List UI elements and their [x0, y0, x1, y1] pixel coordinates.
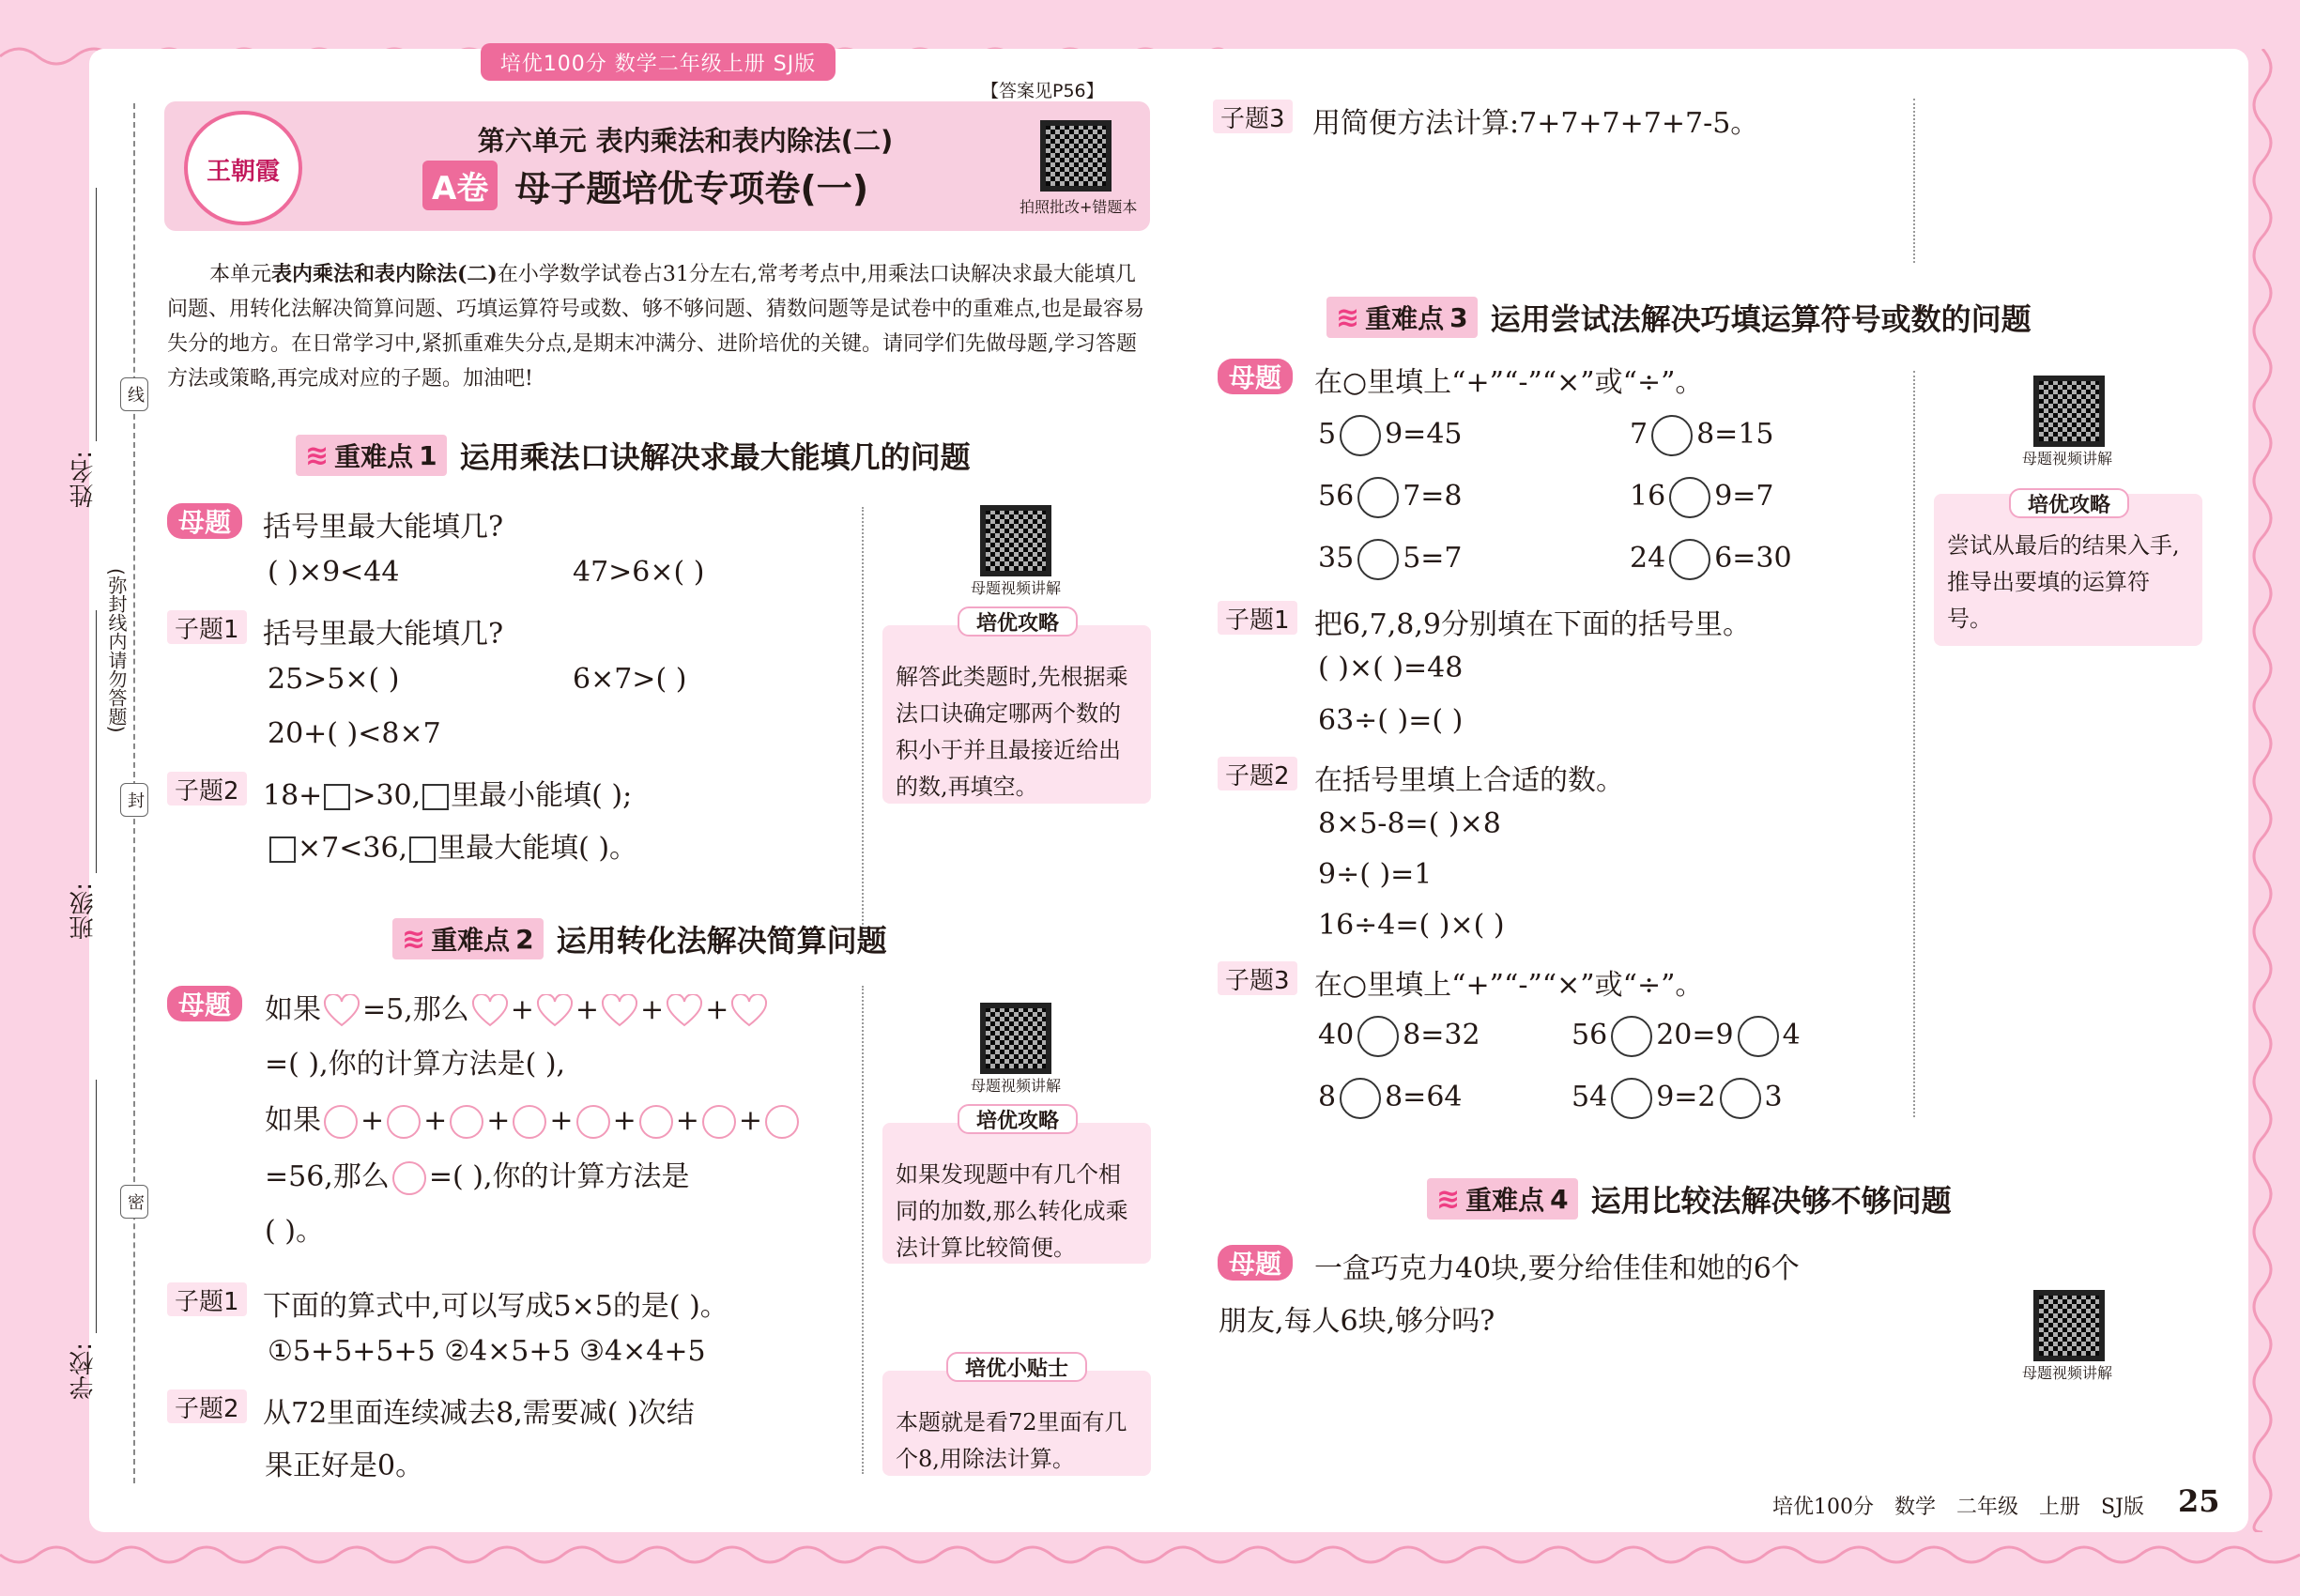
heart-icon — [730, 994, 768, 1028]
school-label: 学校: — [69, 1343, 98, 1400]
child-question-2-badge: 子题2 — [1218, 757, 1297, 790]
blank-circle-icon — [1357, 1016, 1399, 1057]
kp2-m-line4b: =( ),你的计算方法是 — [428, 1160, 690, 1193]
blank-circle-icon — [1357, 477, 1399, 518]
kp1-tip-heading: 培优攻略 — [958, 606, 1078, 637]
intro-paragraph — [167, 257, 1153, 396]
kp3-child1-item-1: ( )×( )=48 — [1318, 652, 1464, 684]
answer-reference: 【答案见P56】 — [981, 81, 1104, 101]
operand: 16 — [1630, 480, 1666, 513]
kp2-tip-heading: 培优攻略 — [958, 1104, 1078, 1134]
qr-code-icon[interactable] — [1040, 120, 1112, 192]
operand: 24 — [1630, 542, 1666, 575]
school-write-line — [96, 1080, 97, 1333]
smiley-icon — [392, 1161, 426, 1195]
secret-mark: 密 — [120, 1185, 148, 1219]
intro-prefix: 本单元 — [209, 263, 272, 286]
kp4-mother-line-2: 朋友,每人6块,够分吗? — [1219, 1305, 1495, 1338]
blank-square-icon — [422, 784, 449, 810]
key-point-number: 2 — [515, 923, 534, 955]
paper-title-row — [422, 160, 868, 211]
operand: 8=32 — [1403, 1019, 1480, 1051]
blank-square-icon — [324, 784, 350, 810]
kp2-child2-line-2: 果正好是0。 — [265, 1450, 424, 1482]
operand: 6=30 — [1714, 542, 1792, 575]
name-label: 姓名: — [69, 451, 98, 508]
key-point-number: 3 — [1449, 301, 1468, 333]
column-divider — [862, 507, 864, 939]
mother-question-badge: 母题 — [1218, 1245, 1293, 1281]
qr-code-icon[interactable] — [980, 505, 1051, 576]
operand: 40 — [1318, 1019, 1355, 1051]
key-point-1-title: 运用乘法口诀解决求最大能填几的问题 — [459, 439, 971, 475]
footer-term: 上册 — [2039, 1496, 2081, 1519]
footer-grade: 二年级 — [1956, 1496, 2019, 1519]
blank-circle-icon — [1340, 415, 1381, 456]
footer-subject: 数学 — [1894, 1496, 1937, 1519]
kp1-child1-item-3: 20+( )<8×7 — [268, 717, 441, 750]
child-question-1-badge: 子题1 — [167, 610, 247, 644]
kp2-m-line4a: =56,那么 — [265, 1160, 390, 1193]
wave-icon: ≋ — [305, 438, 330, 472]
kp3-child2-item-1: 8×5-8=( )×8 — [1318, 807, 1501, 840]
kp1-child2-line2a: ×7<36, — [298, 832, 408, 865]
heart-icon — [471, 994, 509, 1028]
qr-code-icon[interactable] — [2033, 376, 2105, 447]
smiley-icon — [639, 1105, 673, 1139]
kp2-mother-line-4 — [265, 1153, 689, 1195]
qr-code-icon[interactable] — [2033, 1290, 2105, 1361]
key-point-label: 重难点 — [334, 441, 414, 472]
wave-icon: ≋ — [402, 922, 426, 956]
footer-series: 培优100分 — [1772, 1496, 1874, 1519]
kp2-m-line1a: 如果 — [265, 993, 321, 1026]
page-footer — [1772, 1491, 2144, 1520]
operand: 7=8 — [1403, 480, 1463, 513]
kp3-child3-row2-left — [1318, 1078, 1463, 1119]
kp1-child1-item-2: 6×7>( ) — [573, 663, 687, 696]
qr-video-caption: 母题视频讲解 — [971, 1077, 1062, 1095]
kp3-child2-item-2: 9÷( )=1 — [1318, 858, 1433, 891]
qr-video-caption: 母题视频讲解 — [2022, 450, 2113, 468]
volume-badge: A卷 — [422, 161, 498, 210]
smiley-icon — [324, 1105, 358, 1139]
key-point-2-title: 运用转化法解决简算问题 — [556, 923, 887, 959]
operand: 5 — [1318, 418, 1337, 451]
intro-rest: 在小学数学试卷占31分左右,常考考点中,用乘法口诀解决求最大能填几问题、用转化法解决简算问题、巧填运算符号或数、够不够问题、猜数问题等是试卷中的重难点,也是最容易失分的地方。在日常学习中,紧抓重难失分点,是期末冲满分、进阶培优的关键。请同学们先做母题,学习答题方法或策略,再完成对应的子题。加油吧! — [167, 263, 1144, 391]
operand: 4 — [1782, 1019, 1801, 1051]
kp2-child2-line-1: 从72里面连续减去8,需要减( )次结 — [263, 1397, 695, 1430]
kp2-m-line1b: =5,那么 — [362, 993, 469, 1026]
column-divider — [1913, 371, 1915, 1117]
blank-square-icon — [269, 836, 296, 863]
key-point-label: 重难点 — [1365, 303, 1445, 334]
kp3-child3-row1-right — [1572, 1016, 1801, 1057]
kp2-child1-question: 下面的算式中,可以写成5×5的是( )。 — [263, 1290, 728, 1323]
key-point-4-title: 运用比较法解决够不够问题 — [1590, 1183, 1952, 1219]
key-point-2-heading — [392, 917, 887, 960]
kp2-child3-question: 用简便方法计算:7+7+7+7+7-5。 — [1312, 107, 1759, 140]
footer-edition: SJ版 — [2101, 1496, 2144, 1519]
blank-circle-icon — [1611, 1078, 1652, 1119]
kp1-child2-line-1 — [263, 772, 632, 813]
qr-video-caption: 母题视频讲解 — [971, 579, 1062, 597]
kp1-tip-box: 解答此类题时,先根据乘法口诀确定哪两个数的积小于并且最接近给出的数,再填空。 — [882, 625, 1151, 804]
blank-circle-icon — [1738, 1016, 1779, 1057]
kp2-mother-line-2: =( ),你的计算方法是( ), — [265, 1048, 566, 1081]
operand: 7 — [1630, 418, 1648, 451]
kp1-mother-item-2: 47>6×( ) — [573, 556, 705, 589]
blank-circle-icon — [1669, 539, 1710, 580]
name-write-line — [96, 188, 97, 441]
operand: 54 — [1572, 1081, 1608, 1113]
operand: 8=64 — [1385, 1081, 1463, 1113]
heart-icon — [323, 994, 360, 1028]
operand: 8 — [1318, 1081, 1337, 1113]
kp3-child1-item-2: 63÷( )=( ) — [1318, 704, 1464, 737]
qr-video-caption: 母题视频讲解 — [2022, 1364, 2113, 1382]
blank-circle-icon — [1720, 1078, 1761, 1119]
key-point-4-heading — [1427, 1177, 1952, 1220]
blank-circle-icon — [1669, 477, 1710, 518]
mother-question-badge: 母题 — [167, 986, 242, 1021]
smiley-icon — [513, 1105, 546, 1139]
operand: 56 — [1318, 480, 1355, 513]
key-point-number: 1 — [419, 439, 437, 471]
operand: 9=45 — [1385, 418, 1463, 451]
kp1-child1-question: 括号里最大能填几? — [263, 618, 504, 651]
smiley-icon — [702, 1105, 736, 1139]
mother-question-badge: 母题 — [167, 503, 242, 539]
brand-logo-text: 王朝霞 — [206, 158, 280, 186]
kp2-tip-box: 如果发现题中有几个相同的加数,那么转化成乘法计算比较简便。 — [882, 1123, 1151, 1264]
intro-bold: 表内乘法和表内除法(二) — [271, 262, 498, 286]
blank-circle-icon — [1340, 1078, 1381, 1119]
key-point-3-tag — [1326, 297, 1478, 338]
class-label: 班级: — [69, 882, 98, 940]
column-divider — [862, 986, 864, 1474]
qr-code-icon[interactable] — [980, 1003, 1051, 1074]
child-question-3-badge: 子题3 — [1213, 100, 1293, 133]
kp4-mother-line-1: 一盒巧克力40块,要分给佳佳和她的6个 — [1314, 1252, 1800, 1285]
kp3-child3-row2-right — [1572, 1078, 1783, 1119]
key-point-3-heading — [1326, 296, 2032, 339]
class-write-line — [96, 610, 97, 873]
wave-icon: ≋ — [1436, 1182, 1461, 1216]
blank-circle-icon — [1611, 1016, 1652, 1057]
kp1-child2-line-2 — [268, 824, 637, 866]
brand-logo — [184, 111, 302, 225]
child-question-1-badge: 子题1 — [1218, 601, 1297, 635]
smiley-icon — [765, 1105, 799, 1139]
heart-icon — [666, 994, 703, 1028]
child-question-1-badge: 子题1 — [167, 1282, 247, 1316]
child-question-2-badge: 子题2 — [167, 772, 247, 806]
bottom-wave-border — [0, 1527, 2300, 1596]
kp1-child2-line2b: 里最大能填( )。 — [437, 832, 638, 865]
kp3-child3-question: 在○里填上“+”“-”“×”或“÷”。 — [1314, 969, 1704, 1002]
kp1-child1-item-1: 25>5×( ) — [268, 663, 400, 696]
smiley-icon — [450, 1105, 483, 1139]
paper-title: 母子题培优专项卷(一) — [514, 168, 869, 209]
book-series-tab: 培优100分 数学二年级上册 SJ版 — [481, 43, 836, 81]
qr-caption: 拍照批改+错题本 — [1020, 198, 1138, 216]
key-point-3-title: 运用尝试法解决巧填运算符号或数的问题 — [1490, 301, 2032, 337]
seal-mark: 封 — [120, 783, 148, 817]
page-number: 25 — [2178, 1483, 2220, 1519]
kp3-mother-left-1 — [1318, 415, 1463, 456]
child-question-3-badge: 子题3 — [1218, 961, 1297, 995]
child-question-2-badge: 子题2 — [167, 1389, 247, 1423]
kp3-mother-question: 在○里填上“+”“-”“×”或“÷”。 — [1314, 366, 1704, 399]
key-point-4-tag — [1427, 1178, 1578, 1220]
kp3-mother-right-1 — [1630, 415, 1774, 456]
kp3-mother-right-3 — [1630, 539, 1792, 580]
key-point-label: 重难点 — [431, 925, 511, 956]
right-wave-border — [2225, 49, 2300, 1532]
operand: 35 — [1318, 542, 1355, 575]
kp2-small-tip-box: 本题就是看72里面有几个8,用除法计算。 — [882, 1371, 1151, 1476]
kp2-mother-line-5: ( )。 — [265, 1215, 324, 1248]
mother-question-badge: 母题 — [1218, 359, 1293, 394]
operand: 9=7 — [1714, 480, 1774, 513]
operand: 8=15 — [1696, 418, 1774, 451]
key-point-2-tag — [392, 918, 544, 959]
smiley-icon — [387, 1105, 421, 1139]
operand: 56 — [1572, 1019, 1608, 1051]
kp3-child2-item-3: 16÷4=( )×( ) — [1318, 909, 1505, 942]
operand: 5=7 — [1403, 542, 1463, 575]
column-divider — [1913, 99, 1915, 263]
smiley-icon — [576, 1105, 610, 1139]
kp3-tip-heading: 培优攻略 — [2009, 488, 2129, 518]
blank-circle-icon — [1357, 539, 1399, 580]
kp1-child2-line1a: 18+ — [263, 779, 323, 812]
kp1-mother-item-1: ( )×9<44 — [268, 556, 400, 589]
key-point-label: 重难点 — [1465, 1185, 1545, 1216]
kp3-tip-box: 尝试从最后的结果入手,推导出要填的运算符号。 — [1934, 494, 2202, 646]
kp2-mother-line-3: 如果 + + + + + + + — [265, 1097, 802, 1139]
unit-title: 第六单元 表内乘法和表内除法(二) — [477, 125, 894, 157]
kp2-mother-line-1: 如果 =5,那么 + + + + — [265, 986, 770, 1028]
line-mark: 线 — [120, 377, 148, 411]
kp3-mother-left-3 — [1318, 539, 1463, 580]
kp3-child3-row1-left — [1318, 1016, 1480, 1057]
kp1-child2-line1c: 里最小能填( ); — [451, 779, 633, 812]
seal-notice: (弥封线内请勿答题) — [105, 568, 128, 733]
blank-square-icon — [409, 836, 436, 863]
kp1-child2-line1b: >30, — [352, 779, 422, 812]
kp3-child1-question: 把6,7,8,9分别填在下面的括号里。 — [1314, 608, 1751, 641]
wave-icon: ≋ — [1336, 300, 1360, 334]
kp3-mother-left-2 — [1318, 477, 1463, 518]
operand: 9=2 — [1656, 1081, 1716, 1113]
kp3-child2-question: 在括号里填上合适的数。 — [1314, 764, 1624, 797]
key-point-number: 4 — [1550, 1183, 1569, 1215]
key-point-1-heading — [296, 434, 971, 477]
operand: 3 — [1764, 1081, 1783, 1113]
heart-icon — [536, 994, 574, 1028]
kp3-mother-right-2 — [1630, 477, 1774, 518]
operand: 20=9 — [1656, 1019, 1734, 1051]
heart-icon — [601, 994, 638, 1028]
kp1-mother-question: 括号里最大能填几? — [263, 511, 504, 544]
kp2-child1-options: ①5+5+5+5 ②4×5+5 ③4×4+5 — [268, 1335, 706, 1368]
kp2-m-line3a: 如果 — [265, 1104, 321, 1137]
key-point-1-tag — [296, 435, 447, 476]
kp2-small-tip-heading: 培优小贴士 — [946, 1352, 1087, 1382]
blank-circle-icon — [1651, 415, 1693, 456]
